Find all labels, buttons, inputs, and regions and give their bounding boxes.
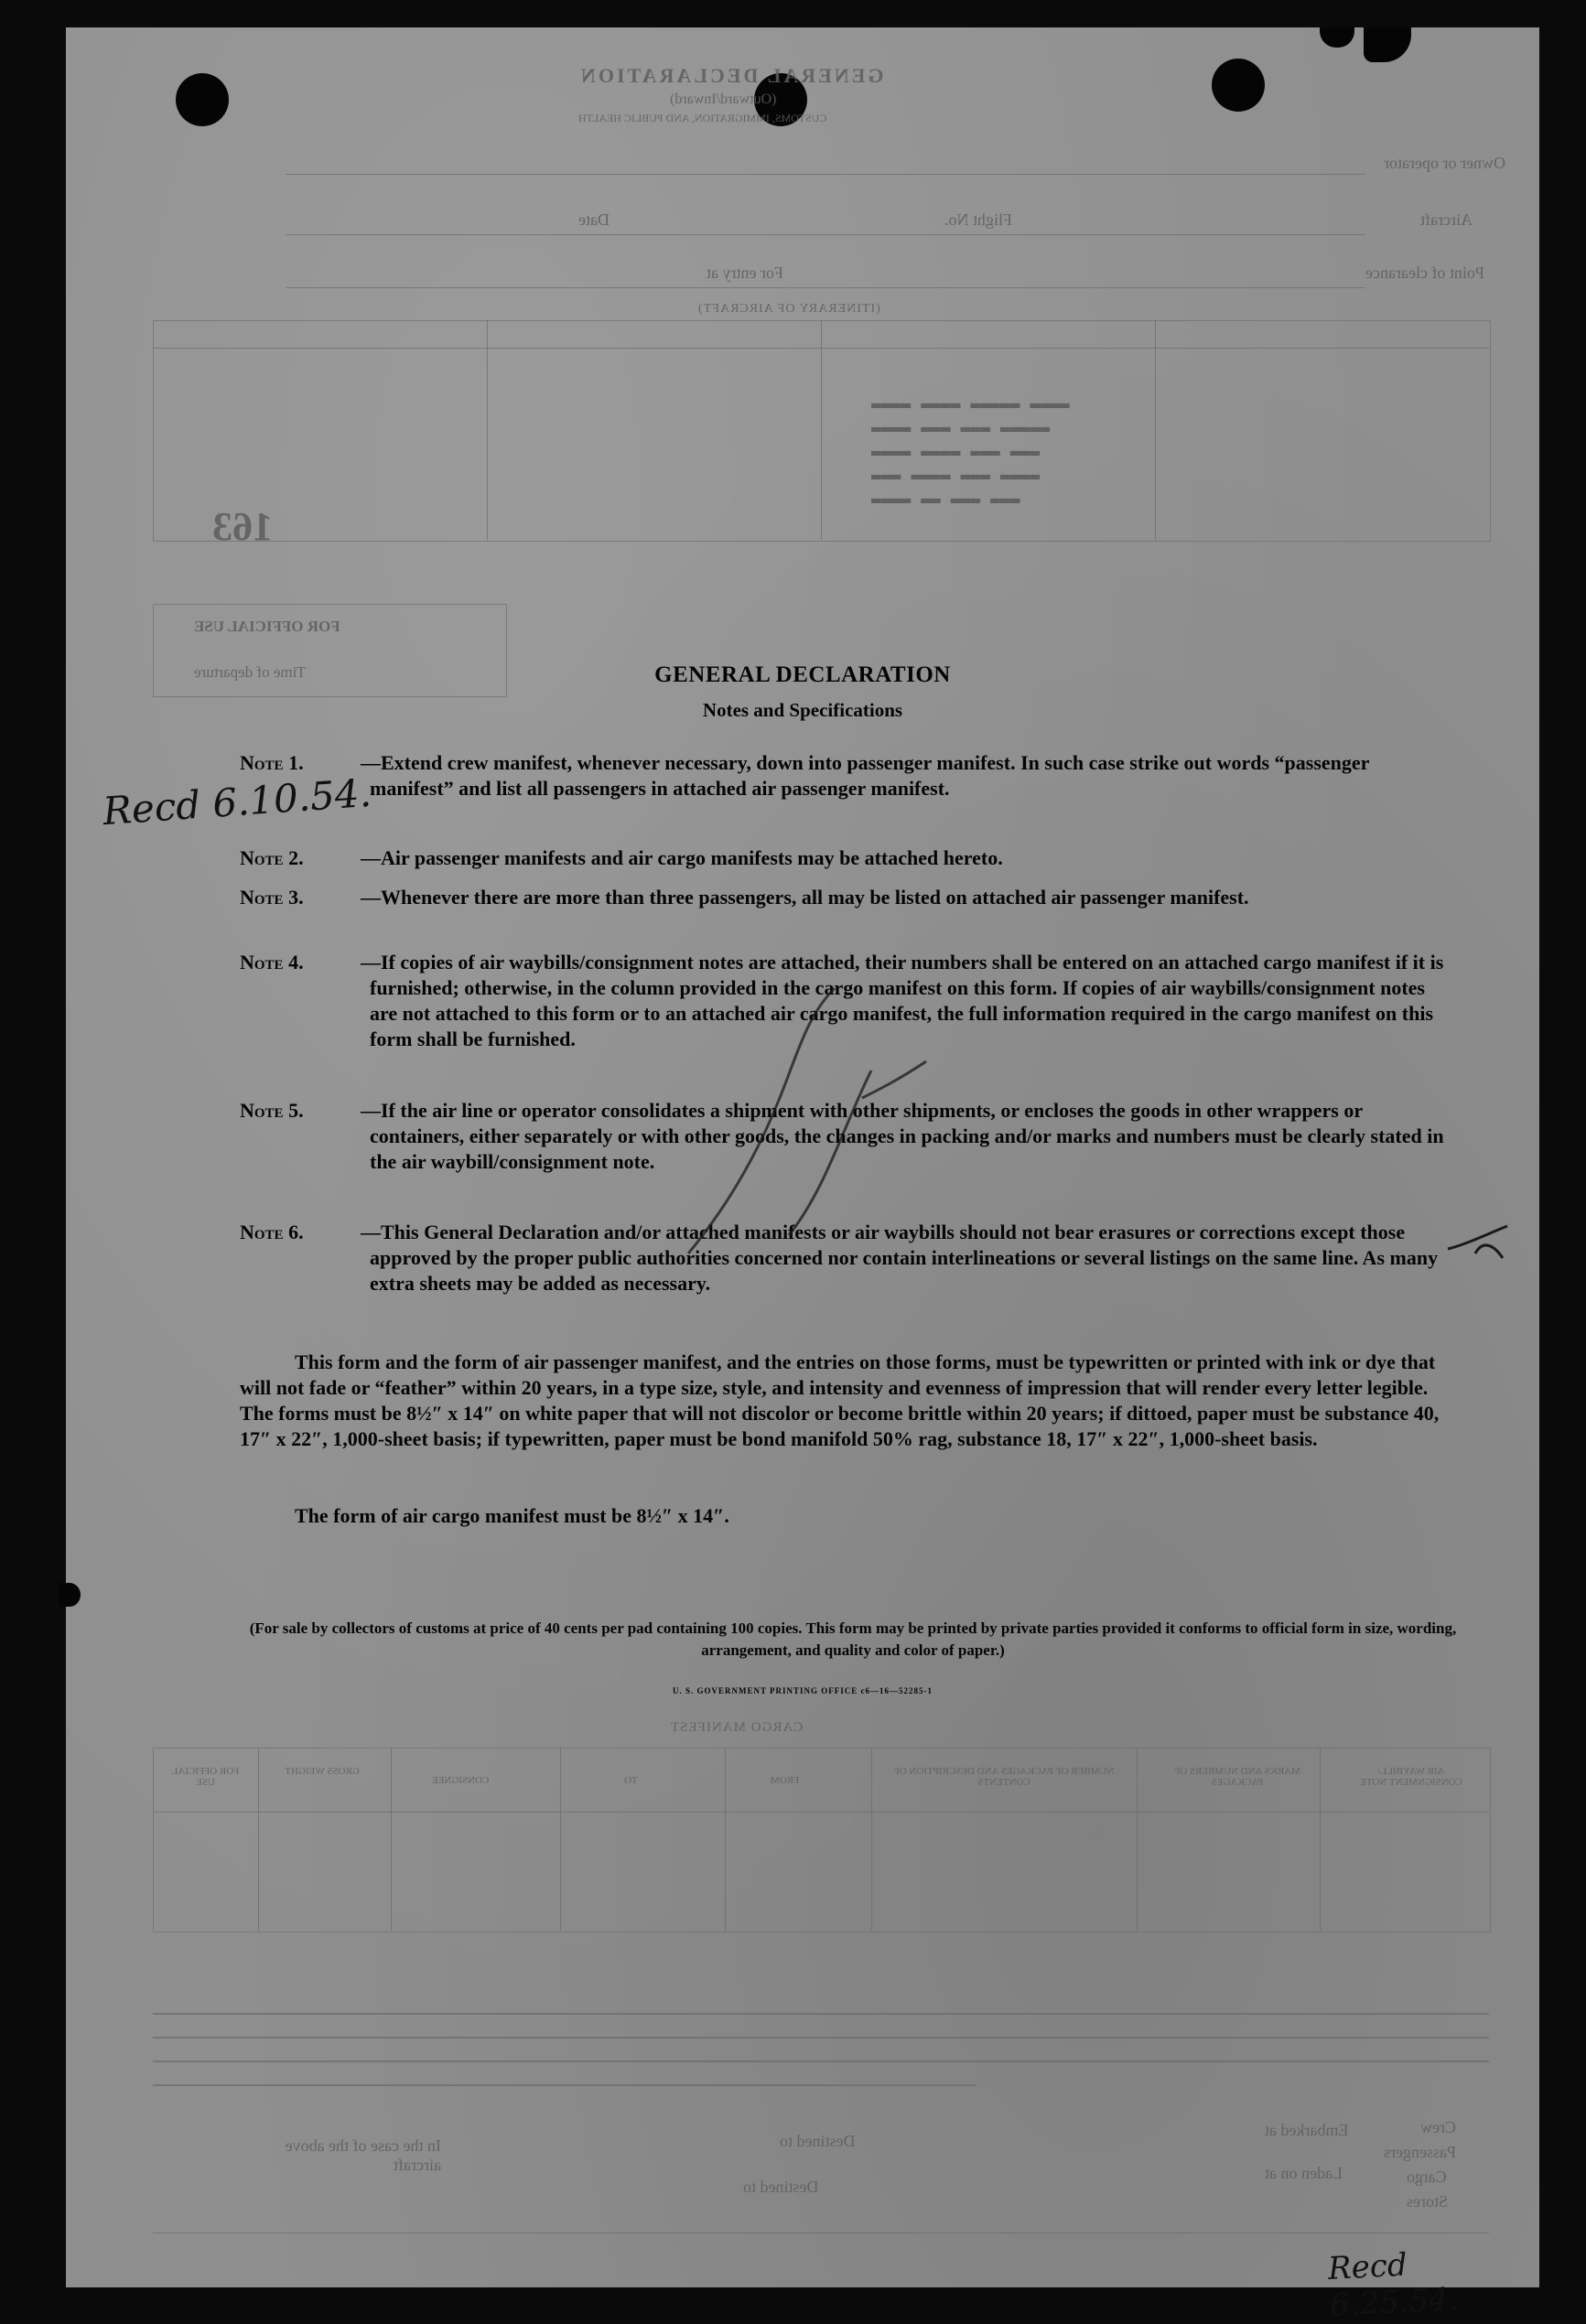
handwritten-received-date: Recd 6.10.54. xyxy=(101,769,373,834)
reverse-laden-label: Laden on at xyxy=(1265,2164,1343,2182)
reverse-rule xyxy=(153,2084,976,2086)
reverse-header-sub: (Outward/Inward) xyxy=(670,91,777,107)
reverse-rule xyxy=(391,1748,392,1931)
reverse-stores-label: Stores xyxy=(1407,2192,1448,2211)
torn-edge xyxy=(59,1583,81,1607)
reverse-header-agency: CUSTOMS, IMMIGRATION, AND PUBLIC HEALTH xyxy=(578,112,827,124)
reverse-cargo-label: Cargo xyxy=(1407,2168,1447,2186)
page-subtitle: Notes and Specifications xyxy=(702,699,903,721)
reverse-time-departure: Time of departure xyxy=(194,663,307,681)
punch-hole xyxy=(176,73,229,126)
reverse-rule xyxy=(153,1812,1489,1813)
note-text: —This General Declaration and/or attached manifests or air waybills should not bear erasures or corrections except those approved by the proper public authorities concerned nor contain interlineations or several listings on the same line. As many extra sheets may be added as necessary. xyxy=(361,1221,1439,1295)
note-label: Note 5. xyxy=(240,1099,304,1122)
reverse-rule xyxy=(258,1748,259,1931)
reverse-rule xyxy=(286,234,1365,235)
note-label: Note 4. xyxy=(240,951,304,974)
sale-note: (For sale by collectors of customs at price of 40 cents per pad containing 100 copies. This form may be printed by private parties provided it conforms to official form in size, wording, arrangement, and quality and color of paper.) xyxy=(249,1619,1457,1659)
reverse-date-label: Date xyxy=(578,210,610,229)
reverse-typed-itinerary: ▬▬▬▬ ▬▬▬▬ ▬▬▬▬▬ ▬▬▬▬ ▬▬▬▬ ▬▬▬ ▬▬▬ ▬▬▬▬▬ ▬▬▬▬ ▬▬▬▬ ▬▬▬ ▬▬▬ ▬▬▬ ▬▬▬▬ ▬▬▬ ▬▬▬▬ ▬▬▬▬ ▬▬ ▬▬▬ ▬▬▬ xyxy=(871,395,1070,510)
reverse-cargo-col: GROSS WEIGHT xyxy=(285,1766,360,1777)
handwritten-scribble xyxy=(652,961,981,1263)
reverse-rule xyxy=(1155,320,1156,540)
note-1 xyxy=(240,750,1457,802)
handwritten-mark xyxy=(1439,1217,1521,1272)
printing-office-line: U. S. GOVERNMENT PRINTING OFFICE c6—16—52285-1 xyxy=(672,1686,933,1695)
reverse-clearance-label: Point of clearance xyxy=(1365,264,1484,282)
note-text: —If copies of air waybills/consignment notes are attached, their numbers shall be entered on an attached cargo manifest if it is furnished; otherwise, in the column provided in the cargo manifest on this form. If copies of air waybills/consignment notes are not attached to this form or to an attached air cargo manifest, the full information required in the cargo manifest on this form shall be furnished. xyxy=(361,951,1444,1050)
reverse-destined-label: Destined to xyxy=(780,2132,856,2150)
note-text: —Air passenger manifests and air cargo manifests may be attached hereto. xyxy=(361,846,1003,869)
reverse-rule xyxy=(560,1748,561,1931)
reverse-cargo-col: FOR OFFICIAL USE xyxy=(171,1766,240,1788)
torn-edge xyxy=(1320,27,1354,48)
page-title: GENERAL DECLARATION xyxy=(654,662,951,687)
note-text: —If the air line or operator consolidates a shipment with other shipments, or encloses the goods in other wrappers or containers, either separately or with other goods, the changes in packing and/or marks and numbers must be clearly stated in the air waybill/consignment note. xyxy=(361,1099,1444,1173)
punch-hole xyxy=(1212,59,1265,112)
reverse-above-aircraft: In the case of the above aircraft xyxy=(285,2136,441,2174)
handwritten-received-date: Recd 6.25.54. xyxy=(1327,2246,1460,2324)
reverse-cargo-col: CONSIGNEE xyxy=(432,1775,490,1786)
reverse-aircraft-label: Aircraft xyxy=(1420,210,1473,229)
reverse-rule xyxy=(153,2037,1489,2039)
reverse-cargo-col: AIR WAYBILL/ CONSIGNMENT NOTE xyxy=(1360,1766,1462,1788)
reverse-rule xyxy=(871,1748,872,1931)
note-label: Note 3. xyxy=(240,886,304,909)
note-text: —Whenever there are more than three passengers, all may be listed on attached air passenger manifest. xyxy=(361,886,1249,909)
reverse-entry-label: For entry at xyxy=(707,264,783,282)
note-2 xyxy=(240,845,1457,871)
note-label: Note 2. xyxy=(240,846,304,869)
note-3 xyxy=(240,885,1457,910)
reverse-cargo-manifest: CARGO MANIFEST xyxy=(670,1720,804,1735)
torn-edge xyxy=(1364,27,1411,62)
reverse-rule xyxy=(1320,1748,1321,1931)
reverse-cargo-col: NUMBER OF PACKAGES AND DESCRIPTION OF CONTENTS xyxy=(893,1766,1115,1788)
reverse-flight-label: Flight No. xyxy=(944,210,1013,229)
reverse-official-use: FOR OFFICIAL USE xyxy=(194,618,340,635)
reverse-rule xyxy=(1137,1748,1138,1931)
reverse-rule xyxy=(725,1748,726,1931)
body-paragraph: This form and the form of air passenger manifest, and the entries on those forms, must be typewritten or printed with ink or dye that will not fade or “feather” within 20 years, in a type size, style, and intensity and evenness of impression that will render every letter legible. The forms must be 8½″ x 14″ on white paper that will not discolor or become brittle within 20 years; if dittoed, paper must be substance 40, 17″ x 22″, 1,000-sheet basis; if typewritten, paper must be bond manifold 50% rag, substance 18, 17″ x 22″, 1,000-sheet basis. xyxy=(240,1350,1440,1450)
reverse-embarked-label: Embarked at xyxy=(1265,2121,1349,2139)
reverse-cargo-col: FROM xyxy=(771,1775,800,1786)
reverse-rule xyxy=(821,320,822,540)
reverse-rule xyxy=(286,287,1365,288)
reverse-itinerary: (ITINERARY OF AIRCRAFT) xyxy=(697,302,880,316)
note-text: —Extend crew manifest, whenever necessary, down into passenger manifest. In such case strike out words “passenger manifest” and list all passengers in attached air passenger manifest. xyxy=(361,751,1370,800)
document-page xyxy=(66,27,1539,2324)
reverse-cargo-col: MARKS AND NUMBERS OF PACKAGES xyxy=(1174,1766,1300,1788)
note-label: Note 1. xyxy=(240,751,304,774)
reverse-itinerary-table xyxy=(153,320,1491,542)
reverse-cargo-col: TO xyxy=(624,1775,638,1786)
reverse-rule xyxy=(487,320,488,540)
reverse-number: 163 xyxy=(212,504,273,549)
note-label: Note 6. xyxy=(240,1221,304,1243)
reverse-header-title: GENERAL DECLARATION xyxy=(578,64,884,87)
reverse-rule xyxy=(286,174,1365,175)
reverse-passengers-label: Passengers xyxy=(1384,2143,1456,2161)
reverse-owner-label: Owner or operator xyxy=(1384,154,1505,172)
body-last-line: The form of air cargo manifest must be 8½″ x 14″. xyxy=(295,1504,729,1527)
reverse-crew-label: Crew xyxy=(1420,2118,1456,2136)
reverse-rule xyxy=(153,2013,1489,2015)
reverse-destined-label: Destined to xyxy=(743,2178,819,2196)
reverse-rule xyxy=(153,2060,1489,2062)
